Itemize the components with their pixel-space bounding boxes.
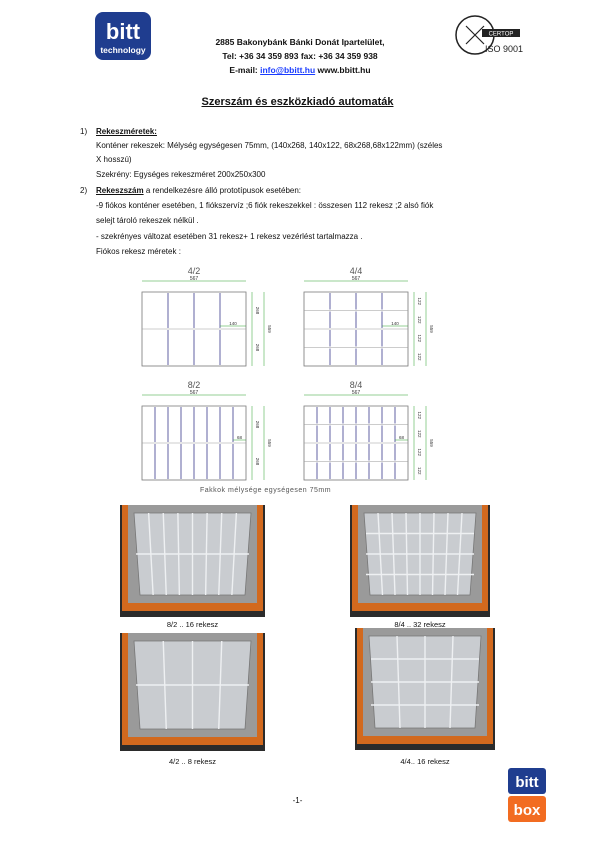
- svg-text:CERTOP: CERTOP: [488, 31, 514, 38]
- section-2-heading-line: [96, 185, 301, 197]
- diagram-compartment-width: 140: [229, 321, 237, 326]
- section-2-number: 2): [80, 186, 88, 195]
- diagram-label: 4/2: [187, 266, 201, 276]
- section-2-heading-rest: a rendelkezésre álló prototípusok esetében:: [143, 186, 302, 195]
- company-phone-fax: Tel: +36 34 359 893 fax: +36 34 359 938: [222, 51, 378, 61]
- diagram-total-dim: 559: [429, 325, 434, 333]
- section-1-line-2: X hosszú): [96, 155, 132, 164]
- drawer-diagram-8-2: [128, 380, 278, 492]
- page-title: Szerszám és eszközkiadó automaták: [201, 96, 394, 108]
- page-number: -1-: [292, 796, 303, 805]
- diagram-width-label: 567: [351, 276, 361, 282]
- diagram-row-dim: 122: [417, 448, 422, 457]
- drawer-photo-4-2: [120, 633, 265, 751]
- section-2-line-4: Fiókos rekesz méretek :: [96, 247, 181, 256]
- drawer-diagram-8-4: [290, 380, 440, 492]
- iso-label: ISO 9001: [484, 44, 524, 54]
- diagram-row-dim: 122: [417, 466, 422, 475]
- photo-caption-4-2: 4/2 .. 8 rekesz: [168, 757, 217, 766]
- photo-caption-8-4: 8/4 .. 32 rekesz: [394, 620, 446, 629]
- diagram-row-dim: 268: [255, 343, 260, 352]
- drawer-diagram-4-2: [128, 266, 278, 378]
- depth-note: Fakkok mélysége egységesen 75mm: [200, 487, 332, 494]
- box-logo-top: bitt: [515, 774, 539, 791]
- photo-caption-4-4: 4/4.. 16 rekesz: [400, 757, 450, 766]
- diagram-label: 4/4: [349, 266, 363, 276]
- section-2-line-1: -9 fiókos konténer esetében, 1 fiókszervíz ;6 fiók rekeszekkel : összesen 112 rekesz ;2 alsó fiók: [96, 201, 434, 210]
- website-text: www.bbitt.hu: [315, 65, 371, 75]
- diagram-compartment-width: 140: [391, 321, 399, 326]
- photo-caption-8-2: 8/2 .. 16 rekesz: [166, 620, 219, 629]
- iso-certificate-logo: [452, 12, 524, 58]
- box-logo-bottom: box: [513, 802, 541, 819]
- email-label: E-mail:: [229, 65, 261, 75]
- drawer-photo-4-4: [355, 628, 495, 750]
- drawer-diagram-4-4: [290, 266, 440, 378]
- diagram-width-label: 567: [189, 276, 199, 282]
- diagram-label: 8/4: [349, 380, 363, 390]
- diagram-width-label: 567: [351, 390, 361, 396]
- diagram-row-dim: 268: [255, 306, 260, 315]
- section-2-heading: Rekeszszám: [96, 186, 144, 195]
- section-1-line-3: Szekrény: Egységes rekeszméret 200x250x300: [96, 170, 266, 179]
- logo-text-top: bitt: [105, 19, 141, 44]
- diagram-row-dim: 122: [417, 315, 422, 324]
- diagram-row-dim: 122: [417, 411, 422, 420]
- diagram-row-dim: 122: [417, 429, 422, 438]
- drawer-photo-8-2: [120, 505, 265, 617]
- section-2-line-2: selejt tároló rekeszek nélkül .: [96, 216, 199, 225]
- section-1-number: 1): [80, 127, 88, 136]
- diagram-row-dim: 268: [255, 457, 260, 466]
- logo-text-bottom: technology: [100, 45, 146, 55]
- section-1-line-1: Konténer rekeszek: Mélység egységesen 75mm, (140x268, 140x122, 68x268,68x122mm) (széles: [96, 141, 443, 150]
- diagram-label: 8/2: [187, 380, 201, 390]
- diagram-row-dim: 122: [417, 334, 422, 343]
- diagram-total-dim: 559: [267, 439, 272, 447]
- bitt-technology-logo: [95, 12, 151, 60]
- section-1-heading: Rekeszméretek:: [96, 127, 157, 136]
- section-2-line-3: - szekrényes változat esetében 31 rekesz+ 1 rekesz vezérlést tartalmazza .: [96, 232, 363, 241]
- company-contact-line: [150, 64, 450, 77]
- diagram-row-dim: 122: [417, 297, 422, 306]
- bitt-box-logo: [506, 766, 548, 824]
- drawer-photo-8-4: [350, 505, 490, 617]
- diagram-compartment-width: 68: [236, 435, 243, 440]
- diagram-width-label: 567: [189, 390, 199, 396]
- company-address: 2885 Bakonybánk Bánki Donát Ipartelület,: [215, 37, 385, 47]
- diagram-total-dim: 559: [267, 325, 272, 333]
- diagram-compartment-width: 68: [398, 435, 405, 440]
- diagram-total-dim: 559: [429, 439, 434, 447]
- diagram-row-dim: 268: [255, 420, 260, 429]
- email-link[interactable]: info@bbitt.hu: [260, 65, 316, 75]
- diagram-row-dim: 122: [417, 352, 422, 361]
